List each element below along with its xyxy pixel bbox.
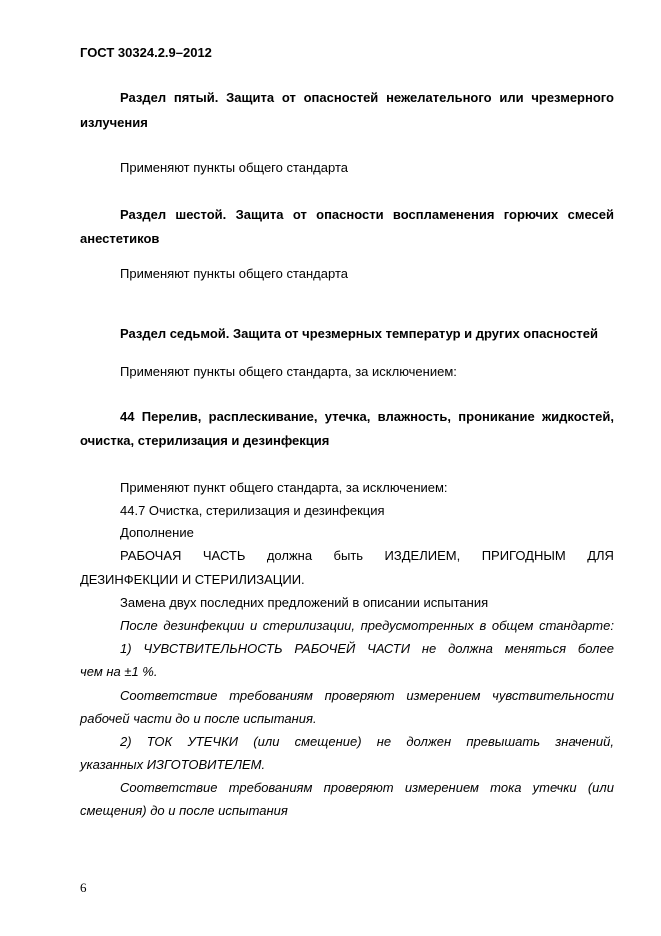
word: от — [292, 207, 307, 222]
word: от — [281, 90, 296, 105]
word: проникание — [458, 409, 535, 424]
word: утечка, — [324, 409, 371, 424]
word: меняться — [504, 641, 567, 656]
word: общем — [491, 618, 534, 633]
word: смещение) — [294, 734, 362, 749]
word: ТОК — [146, 734, 173, 749]
word: ПРИГОДНЫМ — [481, 548, 566, 563]
word: ЧУВСТВИТЕЛЬНОСТЬ — [143, 641, 283, 656]
word: горючих — [503, 207, 559, 222]
section5-title-line2: излучения — [80, 115, 148, 130]
word: превышать — [466, 734, 541, 749]
item1-line2: чем на ±1 %. — [80, 664, 158, 679]
replacement-note: Замена двух последних предложений в описании испытания — [120, 595, 489, 610]
word: шестой. — [175, 207, 227, 222]
word: Соответствие — [120, 780, 218, 795]
compliance1-line1 — [120, 688, 614, 704]
word: требованиям — [228, 780, 313, 795]
word: расплескивание, — [208, 409, 318, 424]
requirement-line1 — [120, 548, 614, 564]
word: утечки — [532, 780, 577, 795]
word: После — [120, 618, 158, 633]
word: воспламенения — [392, 207, 495, 222]
clause44-7-subtitle: 44.7 Очистка, стерилизация и дезинфекция — [120, 503, 385, 518]
word: ЧАСТИ — [367, 641, 411, 656]
word: не — [376, 734, 392, 749]
requirement-line2: ДЕЗИНФЕКЦИИ И СТЕРИЛИЗАЦИИ. — [80, 572, 305, 587]
word: измерением — [406, 688, 481, 703]
word: не — [421, 641, 437, 656]
word: Защита — [235, 207, 284, 222]
page-number: 6 — [80, 880, 87, 895]
word: УТЕЧКИ — [187, 734, 239, 749]
word: опасности — [316, 207, 384, 222]
word: жидкостей, — [541, 409, 614, 424]
word: быть — [333, 548, 364, 563]
word: Соответствие — [120, 688, 218, 703]
compliance1-line2: рабочей части до и после испытания. — [80, 711, 317, 726]
word: чрезмерного — [531, 90, 614, 105]
word: более — [577, 641, 614, 656]
item2-line2: указанных ИЗГОТОВИТЕЛЕМ. — [80, 757, 266, 772]
word: Раздел — [120, 90, 167, 105]
word: предусмотренных — [360, 618, 474, 633]
word: 1) — [120, 641, 132, 656]
word: РАБОЧАЯ — [120, 548, 182, 563]
word: пятый. — [173, 90, 219, 105]
section6-title-line2: анестетиков — [80, 231, 160, 246]
word: значений, — [555, 734, 614, 749]
word: проверяют — [323, 780, 394, 795]
word: проверяют — [324, 688, 395, 703]
word: Защита — [226, 90, 275, 105]
compliance2-line1 — [120, 780, 614, 796]
section7-text: Применяют пункты общего стандарта, за исключением: — [120, 364, 457, 379]
word: ИЗДЕЛИЕМ, — [384, 548, 461, 563]
clause44-intro: Применяют пункт общего стандарта, за исключением: — [120, 480, 448, 495]
word: стандарте: — [539, 618, 614, 633]
word: ЧАСТЬ — [202, 548, 246, 563]
compliance2-line2: смещения) до и после испытания — [80, 803, 288, 818]
section6-title-line1 — [120, 207, 614, 223]
word: стерилизации, — [262, 618, 356, 633]
word: должна — [266, 548, 313, 563]
word: опасностей — [303, 90, 379, 105]
word: дезинфекции — [163, 618, 245, 633]
word: Раздел — [120, 207, 167, 222]
word: 44 — [120, 409, 135, 424]
word: в — [479, 618, 487, 633]
word: (или — [587, 780, 614, 795]
after-disinfection-line — [120, 618, 614, 634]
word: чувствительности — [492, 688, 614, 703]
document-header: ГОСТ 30324.2.9–2012 — [80, 45, 212, 60]
clause44-title-line2: очистка, стерилизация и дезинфекция — [80, 433, 330, 448]
item1-line1 — [120, 641, 614, 657]
word: (или — [253, 734, 280, 749]
word: или — [499, 90, 524, 105]
word: Перелив, — [141, 409, 202, 424]
word: нежелательного — [386, 90, 492, 105]
word: должна — [448, 641, 493, 656]
word: РАБОЧЕЙ — [294, 641, 356, 656]
addition-label: Дополнение — [120, 525, 194, 540]
word: 2) — [120, 734, 132, 749]
word: измерением — [404, 780, 479, 795]
section5-title-line1 — [120, 90, 614, 106]
word: ДЛЯ — [587, 548, 614, 563]
item2-line1 — [120, 734, 614, 750]
clause44-title-line1 — [120, 409, 614, 425]
section5-text: Применяют пункты общего стандарта — [120, 160, 348, 175]
word: должен — [406, 734, 452, 749]
word: тока — [490, 780, 522, 795]
section7-title: Раздел седьмой. Защита от чрезмерных температур и других опасностей — [120, 326, 598, 341]
word: смесей — [567, 207, 614, 222]
word: требованиям — [229, 688, 313, 703]
word: влажность, — [377, 409, 451, 424]
section6-text: Применяют пункты общего стандарта — [120, 266, 348, 281]
word: и — [249, 618, 258, 633]
